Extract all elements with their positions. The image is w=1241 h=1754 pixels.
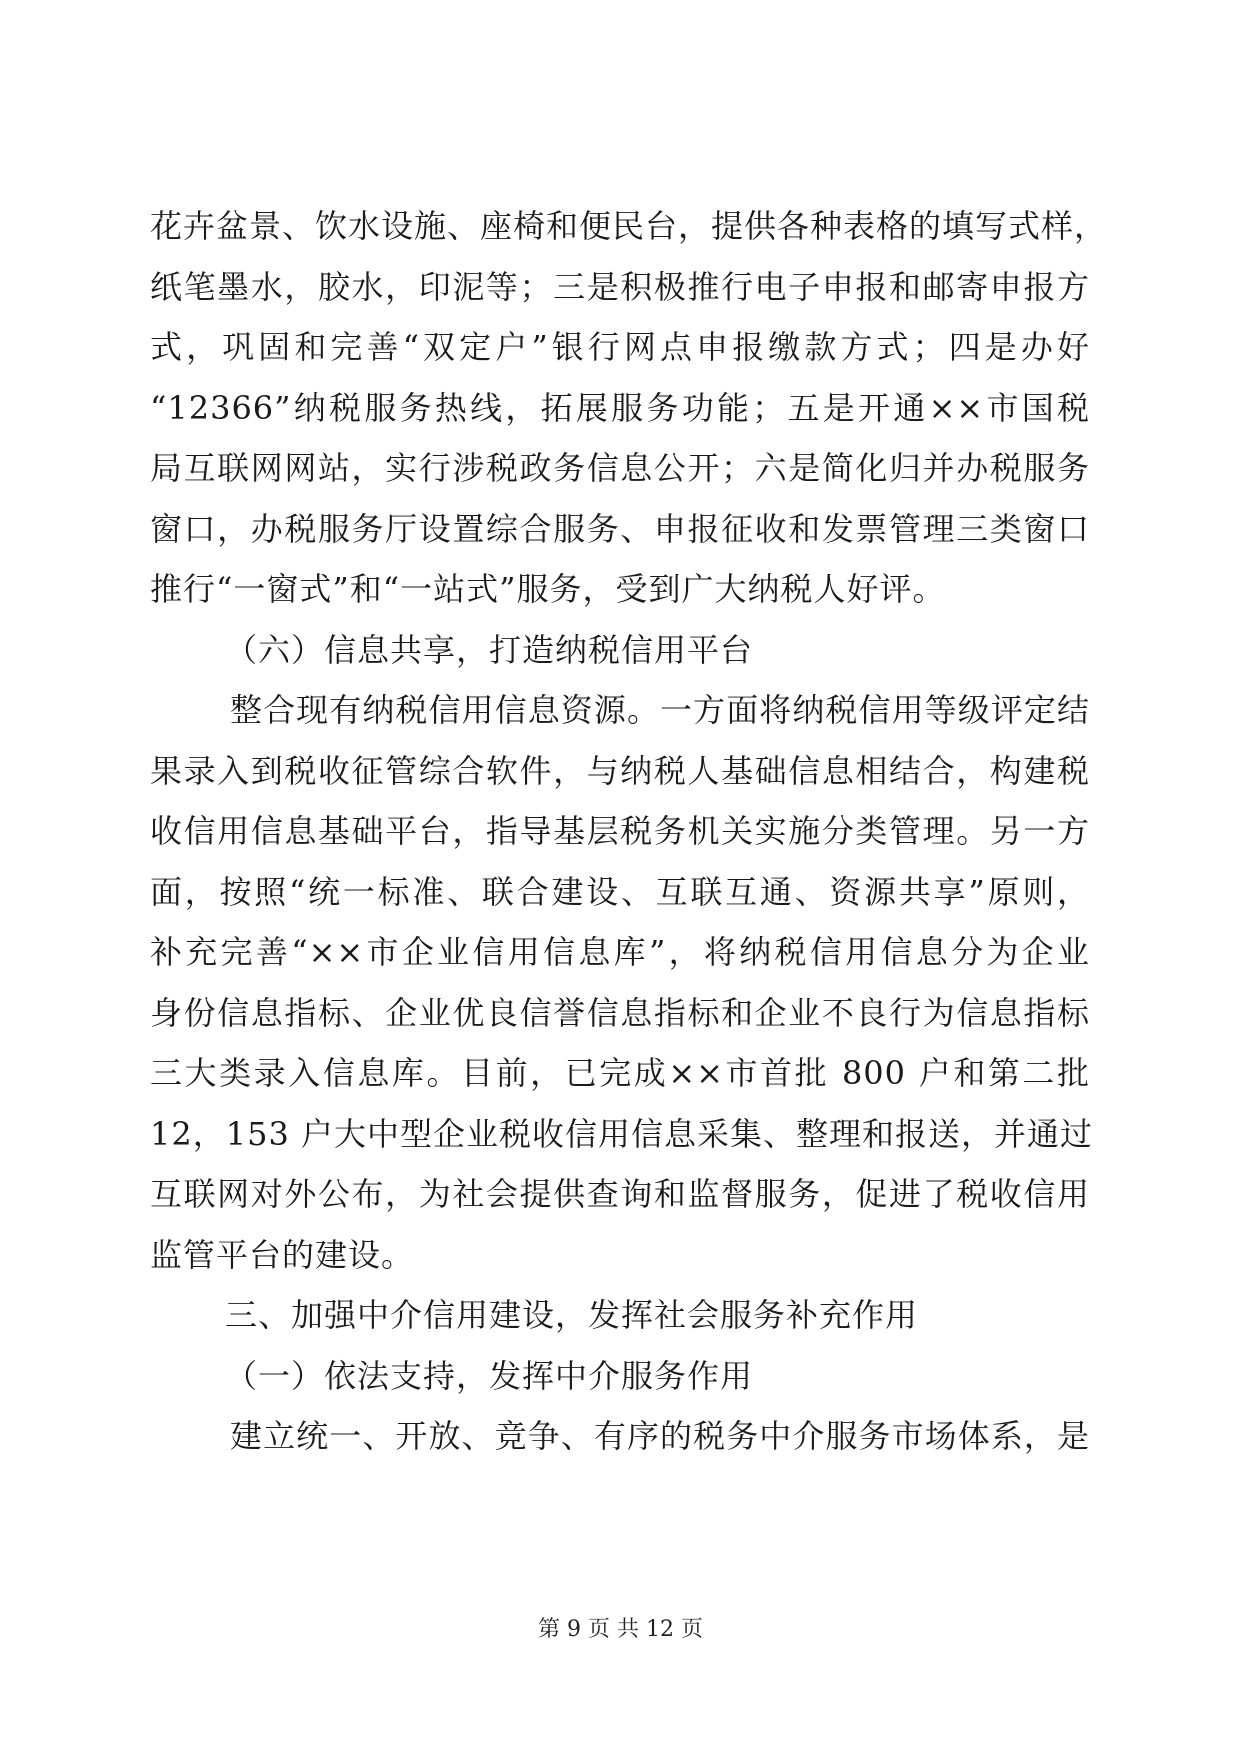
document-body [150,196,1108,1467]
paragraph-line: 监管平台的建设。 [150,1235,415,1274]
paragraph-line: 纸笔墨水，胶水，印泥等；三是积极推行电子申报和邮寄申报方 [150,267,1090,306]
paragraph-line: 式，巩固和完善“双定户”银行网点申报缴款方式；四是办好 [150,328,1090,366]
paragraph-line: “12366”纳税服务热线，拓展服务功能；五是开通××市国税 [150,388,1090,427]
paragraph-line: 窗口，办税服务厅设置综合服务、申报征收和发票管理三类窗口 [150,509,1090,548]
section-heading: （六）信息共享，打造纳税信用平台 [225,630,754,669]
paragraph-line: 整合现有纳税信用信息资源。一方面将纳税信用等级评定结 [230,691,1090,729]
paragraph-line: 果录入到税收征管综合软件，与纳税人基础信息相结合，构建税 [150,751,1090,790]
paragraph-line: 收信用信息基础平台，指导基层税务机关实施分类管理。另一方 [150,812,1090,850]
paragraph-line: 花卉盆景、饮水设施、座椅和便民台，提供各种表格的填写式样， [150,207,1108,245]
paragraph-line: 推行“一窗式”和“一站式”服务，受到广大纳税人好评。 [150,570,946,608]
paragraph-line: 三大类录入信息库。目前，已完成××市首批 800 户和第二批 [150,1054,1090,1092]
section-heading: 三、加强中介信用建设，发挥社会服务补充作用 [225,1296,919,1334]
paragraph-line: 互联网对外公布，为社会提供查询和监督服务，促进了税收信用 [150,1175,1090,1213]
paragraph-line: 身份信息指标、企业优良信誉信息指标和企业不良行为信息指标 [150,993,1090,1032]
paragraph-line: 面，按照“统一标准、联合建设、互联互通、资源共享”原则， [150,872,1090,911]
paragraph-line: 局互联网网站，实行涉税政务信息公开；六是简化归并办税服务 [150,449,1090,487]
paragraph-line: 建立统一、开放、竞争、有序的税务中介服务市场体系，是 [230,1417,1090,1455]
paragraph-line: 12，153 户大中型企业税收信用信息采集、整理和报送，并通过 [150,1114,1093,1153]
page-number-footer: 第 9 页 共 12 页 [538,1617,703,1642]
subsection-heading: （一）依法支持，发挥中介服务作用 [225,1356,754,1395]
paragraph-line: 补充完善“××市企业信用信息库”，将纳税信用信息分为企业 [150,933,1090,971]
